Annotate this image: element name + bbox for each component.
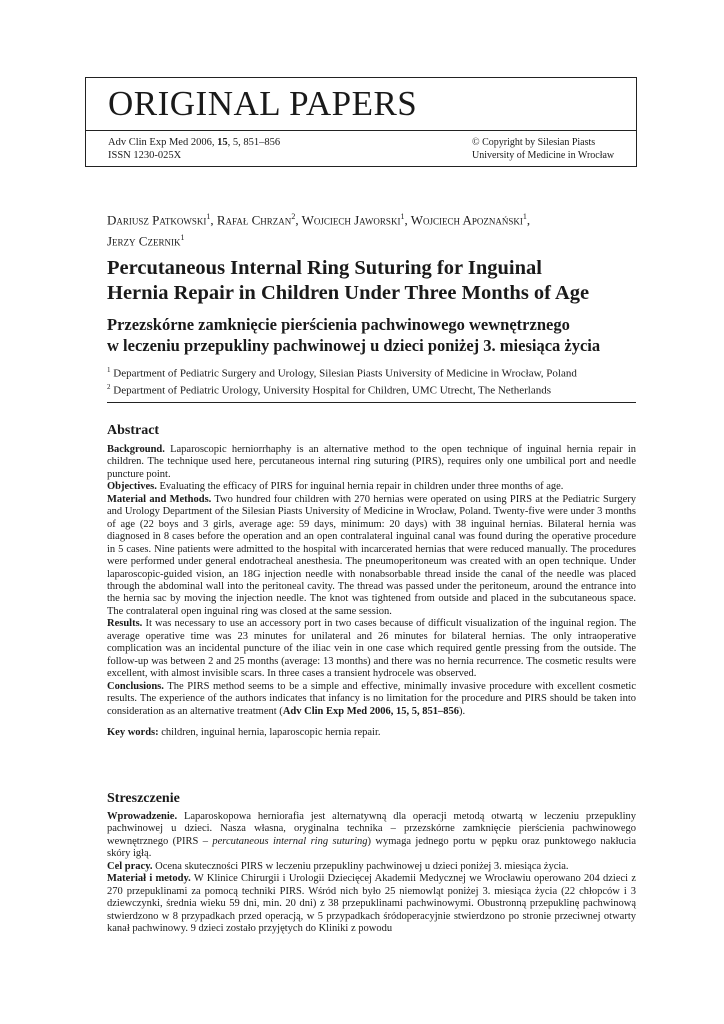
streszczenie-body <box>107 811 636 936</box>
journal-meta-box <box>85 131 637 167</box>
affiliations <box>107 364 636 397</box>
abstract-conclusions: Conclusions. The PIRS method seems to be a simple and effective, minimally invasive procedure with excellent cosmetic results. The experience of the authors indicates that infancy is no limitation for the procedure and PIRS should be taken into consideration as an alternative treatment (Adv Clin Exp Med 2006, 15, 5, 851–856). <box>107 680 636 717</box>
paper-title-polish: Przezskórne zamknięcie pierścienia pachwinowego wewnętrznego w leczeniu przepukliny pachwinowej u dzieci poniżej 3. miesiąca życia <box>107 315 601 355</box>
author-list: Dariusz Patkowski$^1$, Rafał Chrzan$^2$, Wojciech Jaworski$^1$, Wojciech Apoznański$^1$, Jerzy Czernik$^1$ <box>107 212 531 249</box>
abstract-body <box>107 444 636 739</box>
header-banner <box>85 77 637 131</box>
abstract-background: Background. Laparoscopic herniorrhaphy is an alternative method to the open technique of inguinal hernia repair in children. The technique used here, percutaneous internal ring suturing (PIRS), requires only one umbilical port and needle puncture point. <box>107 444 636 480</box>
abstract-results: Results. It was necessary to use an accessory port in two cases because of difficult visualization of the inguinal region. The average operative time was 23 minutes for unilateral and 26 minutes for bilateral hernias. The only intraoperative complication was an incidental puncture of the iliac vein in one case which required gentle pressing from the outside. The follow-up was between 2 and 25 months (average: 13 months) and there was no hernia recurrence. The cosmetic results were excellent, with almost invisible scars. In three cases a transient hydrocele was observed. <box>107 618 636 680</box>
abstract-methods: Material and Methods. Two hundred four children with 270 hernias were operated on using PIRS at the Pediatric Surgery and Urology Department of the Silesian Piasts University of Medicine in Wrocław, Poland. Twenty-five were under 3 months of age (22 boys and 3 girls, average age: 59 days, minimum: 20 days) with 38 inguinal hernias. Bilateral hernia was diagnosed in 8 cases before the operation and an open contralateral inguinal canal was found during the operative procedure in 5 cases. Nine patients were admitted to the hospital with incarcerated hernias that were reduced manually. The procedures were performed under general endotracheal anesthesia. The pneumoperitoneum was created with an open technique. Under laparoscopic-guided vision, an 18G injection needle with nonabsorbable thread inside the canal of the needle was placed through the abdominal wall into the peritoneal cavity. The thread was passed under the peritoneum, around the entrance into the hernia sac by moving the injection needle. The knot was tightened from outside and placed in the subcutaneous space. The contralateral open inguinal ring was closed at the same session. <box>107 493 636 617</box>
issn: ISSN 1230-025X <box>108 150 182 161</box>
keywords: Key words: children, inguinal hernia, laparoscopic hernia repair. <box>107 726 381 738</box>
section-banner-title: ORIGINAL PAPERS <box>108 84 418 123</box>
abstract-objectives: Objectives. Evaluating the efficacy of PIRS for inguinal hernia repair in children under three months of age. <box>107 481 564 493</box>
affiliation: $^1$ Department of Pediatric Surgery and Urology, Silesian Piasts University of Medicine in Wrocław, Poland <box>107 366 577 380</box>
author: Dariusz Patkowski <box>107 212 207 228</box>
streszczenie-methods: Materiał i metody. W Klinice Chirurgii i Urologii Dziecięcej Akademii Medycznej we Wrocławiu operowano 204 dzieci z 270 przepuklinami za pomocą techniki PIRS. Wśród nich było 25 niemowląt poniżej 3. miesiąca życia (22 chłopców i 3 dziewczynki, średnia wieku 59 dni, min. 20 dni) z 38 przepuklinami pachwinowymi. Obustronną przepuklinę pachwinową stwierdzono w 8 przypadkach przed operacją, w 5 przypadkach śródoperacyjnie stwierdzono po stronie przeciwnej otwarty kanał pachwinowy. 9 dzieci zostało przyjętych do Kliniki z powodu <box>107 873 636 935</box>
journal-citation: Adv Clin Exp Med 2006, 15, 5, 851–856 ISSN 1230-025X <box>108 137 281 161</box>
divider <box>107 402 636 403</box>
author: Wojciech Jaworski <box>301 212 401 228</box>
author: Rafał Chrzan <box>216 212 292 228</box>
streszczenie-intro: Wprowadzenie. Laparoskopowa herniorafia jest alternatywną dla operacji metodą otwartą w leczeniu przepukliny pachwinowej u dzieci. Nasza własna, oryginalna technika – przezskórne zamknięcie pierścienia pachwinowego wewnętrznego (PIRS – percutaneous internal ring suturing) wymaga jednego portu w pępku oraz punktowego nakłucia skóry igłą. <box>107 811 636 860</box>
streszczenie-aim: Cel pracy. Ocena skuteczności PIRS w leczeniu przepukliny pachwinowej u dzieci poniżej 3. miesiąca życia. <box>107 860 569 872</box>
paper-title-english: Percutaneous Internal Ring Suturing for Inguinal Hernia Repair in Children Under Three Months of Age <box>107 257 590 304</box>
affiliation: $^2$ Department of Pediatric Urology, University Hospital for Children, UMC Utrecht, The Netherlands <box>107 382 552 397</box>
copyright-notice: © Copyright by Silesian Piasts University of Medicine in Wrocław <box>472 137 615 161</box>
streszczenie-heading: Streszczenie <box>107 791 180 806</box>
author: Wojciech Apoznański <box>410 212 523 228</box>
abstract-heading: Abstract <box>107 423 160 438</box>
author: Jerzy Czernik <box>107 233 181 249</box>
